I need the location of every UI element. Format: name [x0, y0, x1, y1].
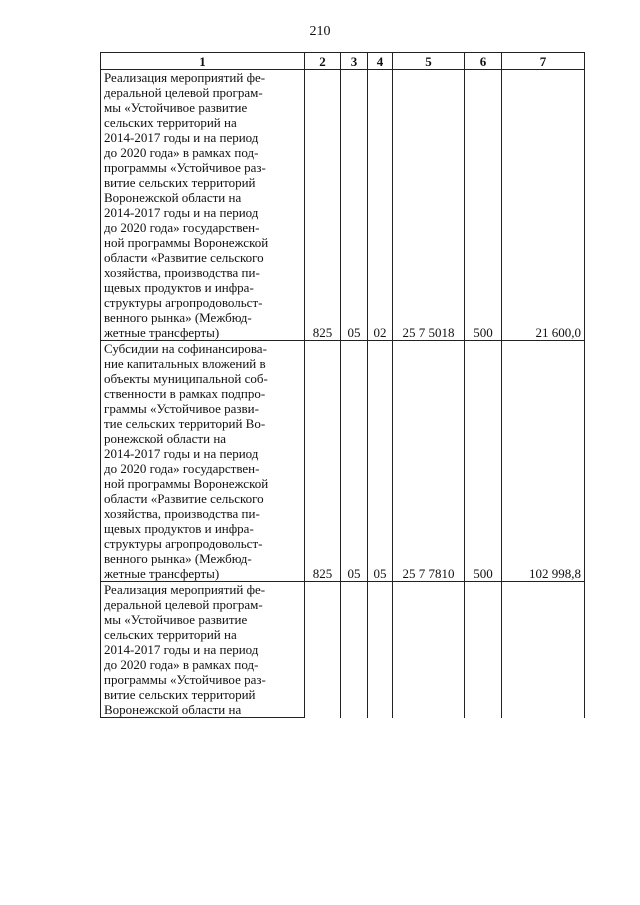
description-line: витие сельских территорий	[104, 687, 256, 702]
cell-expense-type: 500	[465, 70, 502, 341]
column-header: 6	[465, 53, 502, 70]
description-line: Реализация мероприятий фе-	[104, 582, 266, 597]
description-line: ственности в рамках подпро-	[104, 386, 266, 401]
description-line: области «Развитие сельского	[104, 491, 264, 506]
cell-subsection: 05	[368, 341, 393, 582]
cell-code	[305, 582, 341, 718]
table-row	[101, 70, 585, 341]
description-line: деральной целевой програм-	[104, 597, 263, 612]
description-line: тие сельских территорий Во-	[104, 416, 266, 431]
description-line: жетные трансферты)	[104, 325, 220, 340]
description-line: деральной целевой програм-	[104, 85, 263, 100]
cell-target-article	[393, 582, 465, 718]
description-line: области «Развитие сельского	[104, 250, 264, 265]
description-line: 2014-2017 годы и на период	[104, 130, 259, 145]
cell-code: 825	[305, 341, 341, 582]
row-description	[101, 582, 305, 718]
column-header: 5	[393, 53, 465, 70]
description-line: до 2020 года» государствен-	[104, 220, 260, 235]
description-line: ной программы Воронежской	[104, 476, 269, 491]
description-line: сельских территорий на	[104, 115, 237, 130]
description-line: Субсидии на софинансирова-	[104, 341, 267, 356]
column-header: 2	[305, 53, 341, 70]
cell-section	[341, 582, 368, 718]
cell-subsection: 02	[368, 70, 393, 341]
description-line: мы «Устойчивое развитие	[104, 100, 248, 115]
column-header: 1	[101, 53, 305, 70]
description-line: до 2020 года» в рамках под-	[104, 145, 259, 160]
description-line: программы «Устойчивое раз-	[104, 672, 266, 687]
description-line: венного рынка» (Межбюд-	[104, 310, 252, 325]
page-number: 210	[309, 24, 331, 39]
row-description	[101, 341, 305, 582]
column-header: 4	[368, 53, 393, 70]
description-line: Воронежской области на	[104, 190, 242, 205]
description-line: щевых продуктов и инфра-	[104, 521, 254, 536]
description-line: структуры агропродовольст-	[104, 295, 263, 310]
column-header: 3	[341, 53, 368, 70]
description-line: объекты муниципальной соб-	[104, 371, 268, 386]
description-line: сельских территорий на	[104, 627, 237, 642]
cell-amount: 21 600,0	[502, 70, 585, 341]
header-row	[101, 53, 585, 70]
description-line: программы «Устойчивое раз-	[104, 160, 266, 175]
description-line: 2014-2017 годы и на период	[104, 642, 259, 657]
column-header: 7	[502, 53, 585, 70]
description-line: Воронежской области на	[104, 702, 242, 717]
cell-target-article: 25 7 5018	[393, 70, 465, 341]
cell-section: 05	[341, 70, 368, 341]
description-line: витие сельских территорий	[104, 175, 256, 190]
description-line: до 2020 года» в рамках под-	[104, 657, 259, 672]
description-line: жетные трансферты)	[104, 566, 220, 581]
description-line: хозяйства, производства пи-	[104, 506, 260, 521]
description-line: мы «Устойчивое развитие	[104, 612, 248, 627]
cell-target-article: 25 7 7810	[393, 341, 465, 582]
description-line: ние капитальных вложений в	[104, 356, 266, 371]
budget-table	[100, 52, 585, 718]
table-body	[101, 70, 585, 718]
cell-expense-type	[465, 582, 502, 718]
description-line: хозяйства, производства пи-	[104, 265, 260, 280]
description-line: Реализация мероприятий фе-	[104, 70, 266, 85]
table-row	[101, 341, 585, 582]
description-line: граммы «Устойчивое разви-	[104, 401, 259, 416]
cell-expense-type: 500	[465, 341, 502, 582]
description-line: структуры агропродовольст-	[104, 536, 263, 551]
description-line: 2014-2017 годы и на период	[104, 205, 259, 220]
cell-amount: 102 998,8	[502, 341, 585, 582]
cell-subsection	[368, 582, 393, 718]
description-line: 2014-2017 годы и на период	[104, 446, 259, 461]
cell-amount	[502, 582, 585, 718]
cell-section: 05	[341, 341, 368, 582]
description-line: до 2020 года» государствен-	[104, 461, 260, 476]
description-line: ной программы Воронежской	[104, 235, 269, 250]
table-row	[101, 582, 585, 718]
row-description	[101, 70, 305, 341]
description-line: ронежской области на	[104, 431, 227, 446]
description-line: щевых продуктов и инфра-	[104, 280, 254, 295]
cell-code: 825	[305, 70, 341, 341]
description-line: венного рынка» (Межбюд-	[104, 551, 252, 566]
